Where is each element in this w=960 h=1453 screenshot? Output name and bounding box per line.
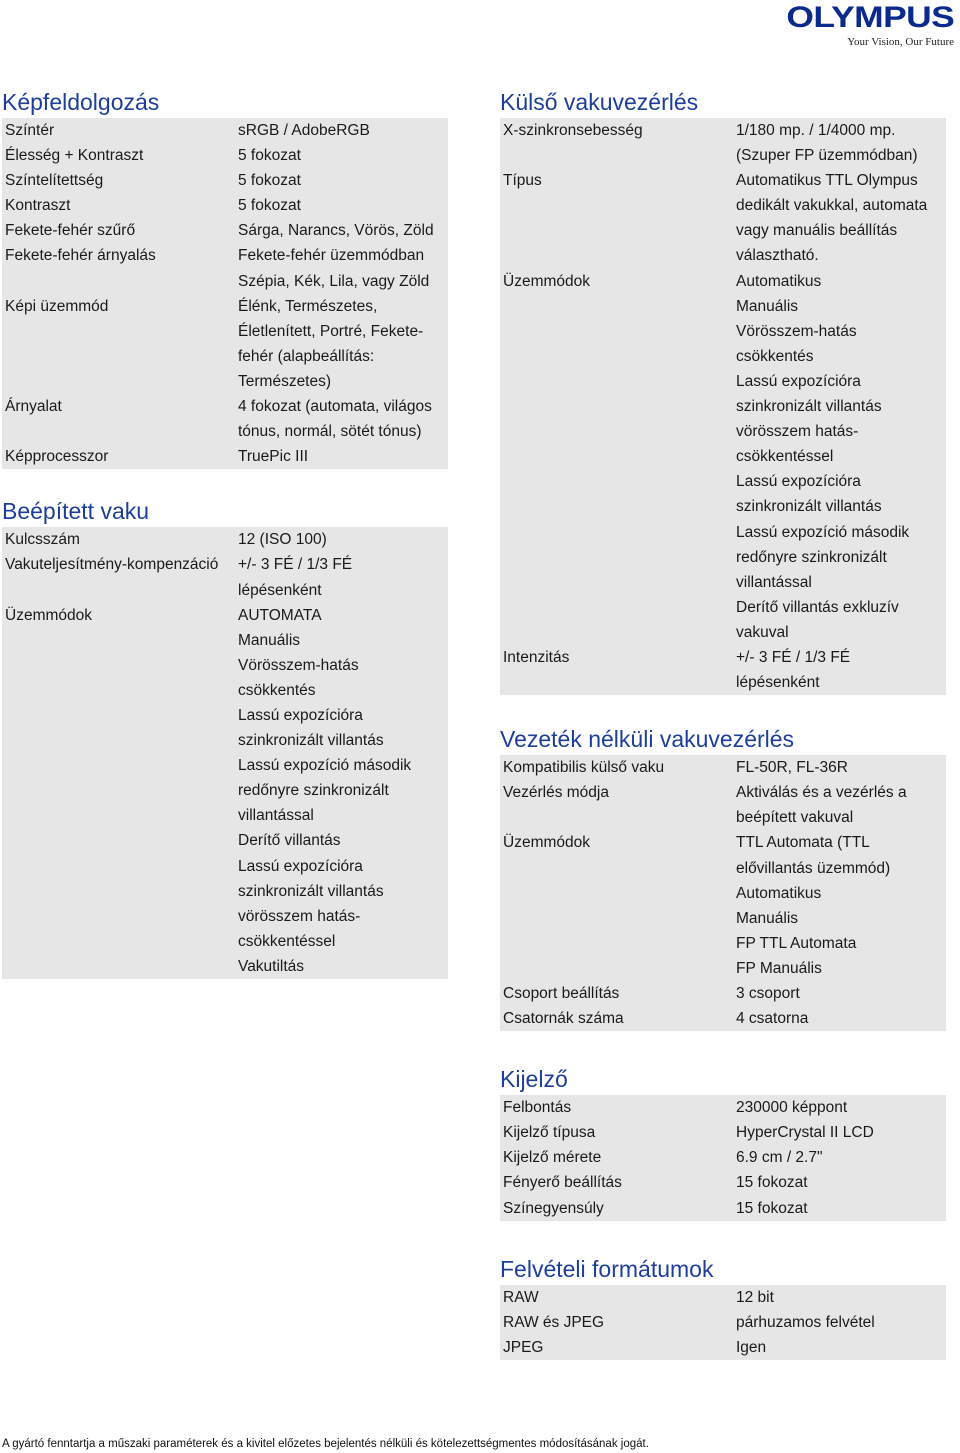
spec-value-line: 12 (ISO 100)	[238, 531, 327, 549]
spec-value-line: tónus, normál, sötét tónus)	[238, 423, 422, 441]
spec-value	[238, 193, 448, 218]
spec-table	[2, 118, 448, 469]
spec-label: Csatornák száma	[503, 1010, 624, 1028]
spec-value-line: szinkronizált villantás	[238, 882, 384, 900]
spec-value-line: Lassú expozícióra	[736, 372, 861, 390]
spec-value-line: AUTOMATA	[238, 606, 322, 624]
spec-value-line: vakuval	[736, 623, 789, 641]
spec-row	[2, 394, 448, 444]
spec-value	[736, 168, 946, 268]
spec-value	[736, 755, 946, 780]
spec-row	[2, 218, 448, 243]
spec-value	[238, 243, 448, 293]
spec-value-line: villantással	[736, 573, 812, 591]
spec-label: JPEG	[503, 1338, 544, 1356]
spec-value-line: Automatikus	[736, 272, 822, 290]
spec-value-line: Lassú expozícióra	[238, 857, 363, 875]
spec-row	[500, 1120, 946, 1145]
spec-value-line: dedikált vakukkal, automata	[736, 197, 928, 215]
spec-value	[736, 1196, 946, 1221]
spec-row	[2, 294, 448, 394]
spec-value	[736, 269, 946, 645]
spec-value-line: 5 fokozat	[238, 172, 301, 190]
right-column	[500, 88, 946, 1360]
spec-label: Fekete-fehér szűrő	[5, 222, 136, 240]
spec-row	[2, 603, 448, 979]
spec-label: Színegyensúly	[503, 1199, 604, 1217]
spec-value-line: lépésenként	[736, 674, 820, 692]
spec-row	[500, 1006, 946, 1031]
spec-value-line: 15 fokozat	[736, 1174, 808, 1192]
spec-label: Kulcsszám	[5, 531, 80, 549]
spec-label: Színtér	[5, 122, 55, 139]
spec-row	[500, 1335, 946, 1360]
spec-table	[2, 527, 448, 979]
spec-value	[736, 830, 946, 981]
section-kulso-vakuvezerles	[500, 88, 946, 695]
spec-value	[736, 1006, 946, 1031]
spec-value-line: redőnyre szinkronizált	[736, 548, 887, 566]
spec-value-line: Lassú expozícióra	[736, 473, 861, 491]
spec-value	[238, 527, 448, 552]
spec-label: X-szinkronsebesség	[503, 122, 643, 139]
spec-value-line: lépésenként	[238, 581, 322, 599]
spec-value-line: (Szuper FP üzemmódban)	[736, 147, 918, 165]
section-kijelzo	[500, 1065, 946, 1220]
spec-value-line: TTL Automata (TTL	[736, 834, 870, 852]
spec-value-line: szinkronizált villantás	[736, 498, 882, 516]
spec-value-line: Manuális	[736, 297, 799, 315]
spec-value	[736, 1120, 946, 1145]
spec-value-line: 12 bit	[736, 1288, 774, 1306]
spec-row	[2, 444, 448, 469]
spec-value	[238, 168, 448, 193]
spec-value	[238, 444, 448, 469]
spec-value	[238, 394, 448, 444]
spec-value-line: csökkentés	[238, 681, 316, 699]
spec-value-line: 230000 képpont	[736, 1099, 848, 1117]
spec-value-line: 6.9 cm / 2.7"	[736, 1149, 823, 1167]
spec-value-line: Igen	[736, 1338, 767, 1356]
spec-value-line: Életlenített, Portré, Fekete-	[238, 322, 424, 340]
spec-value-line: párhuzamos felvétel	[736, 1313, 875, 1331]
spec-value-line: elővillantás üzemmód)	[736, 859, 891, 877]
footer-disclaimer: A gyártó fenntartja a műszaki paraméterek és a kivitel előzetes bejelentés nélküli és kötelezettségmentes módosításának jogát.	[2, 1438, 649, 1450]
spec-label: Élesség + Kontraszt	[5, 147, 144, 165]
spec-value-line: Sárga, Narancs, Vörös, Zöld	[238, 222, 434, 240]
spec-row	[2, 243, 448, 293]
spec-value	[238, 552, 448, 602]
section-title: Kijelző	[500, 1066, 568, 1093]
spec-value	[736, 1285, 946, 1310]
spec-value-line: Vörösszem-hatás	[736, 322, 857, 340]
spec-value-line: redőnyre szinkronizált	[238, 782, 389, 800]
spec-value-line: villantással	[238, 807, 314, 825]
spec-row	[500, 780, 946, 830]
spec-value-line: 1/180 mp. / 1/4000 mp.	[736, 122, 896, 139]
spec-value	[736, 1170, 946, 1195]
spec-value-line: Automatikus	[736, 884, 822, 902]
spec-row	[500, 269, 946, 645]
spec-table	[500, 755, 946, 1031]
spec-label: Csoport beállítás	[503, 985, 620, 1002]
section-title: Képfeldolgozás	[2, 89, 160, 115]
spec-value-line: Aktiválás és a vezérlés a	[736, 784, 907, 802]
spec-label: Fekete-fehér árnyalás	[5, 247, 156, 265]
spec-value	[238, 603, 448, 979]
spec-value-line: sRGB / AdobeRGB	[238, 122, 370, 139]
spec-value	[736, 1335, 946, 1360]
section-title: Külső vakuvezérlés	[500, 89, 699, 115]
spec-value-line: 4 fokozat (automata, világos	[238, 398, 432, 416]
section-beepitett-vaku	[2, 497, 448, 979]
left-column	[2, 88, 448, 979]
spec-value	[736, 1095, 946, 1120]
spec-row	[500, 755, 946, 780]
spec-value-line: 3 csoport	[736, 985, 800, 1002]
spec-value	[238, 218, 448, 243]
spec-label: RAW és JPEG	[503, 1313, 605, 1331]
spec-value-line: Vakutiltás	[238, 957, 305, 975]
spec-table	[500, 118, 946, 695]
spec-label: Vezérlés módja	[503, 784, 609, 802]
spec-row	[500, 1285, 946, 1310]
spec-row	[500, 1170, 946, 1195]
spec-value-line: beépített vakuval	[736, 809, 854, 827]
spec-label: Vakuteljesítmény-kompenzáció	[5, 556, 219, 574]
spec-value-line: szinkronizált villantás	[736, 398, 882, 416]
spec-value	[238, 118, 448, 143]
spec-label: Kontraszt	[5, 197, 71, 215]
spec-table	[500, 1095, 946, 1220]
spec-value-line: Élénk, Természetes,	[238, 297, 378, 315]
logo-wordmark: OLYMPUS	[786, 1, 954, 34]
spec-value-line: Szépia, Kék, Lila, vagy Zöld	[238, 272, 430, 290]
spec-row	[500, 1145, 946, 1170]
spec-value	[736, 645, 946, 695]
spec-row	[500, 645, 946, 695]
spec-value	[736, 1310, 946, 1335]
spec-value	[736, 780, 946, 830]
spec-row	[500, 168, 946, 268]
spec-row	[2, 118, 448, 143]
spec-row	[500, 1310, 946, 1335]
spec-row	[2, 552, 448, 602]
spec-value	[238, 143, 448, 168]
spec-value-line: 5 fokozat	[238, 147, 301, 165]
spec-value-line: FP Manuális	[736, 959, 822, 977]
section-felveteli-formatumok	[500, 1255, 946, 1360]
spec-label: Felbontás	[503, 1099, 572, 1117]
spec-label: Színtelítettség	[5, 172, 104, 190]
spec-value	[736, 118, 946, 168]
spec-row	[500, 1095, 946, 1120]
spec-value-line: szinkronizált villantás	[238, 732, 384, 750]
spec-value-line: Manuális	[736, 909, 799, 927]
spec-label: Üzemmódok	[503, 272, 590, 290]
spec-value-line: csökkentés	[736, 347, 814, 365]
spec-value-line: csökkentéssel	[238, 932, 336, 950]
spec-value-line: vörösszem hatás-	[736, 423, 859, 441]
spec-value-line: Derítő villantás	[238, 832, 341, 850]
logo-tagline: Your Vision, Our Future	[847, 36, 954, 48]
spec-label: Képi üzemmód	[5, 297, 109, 315]
spec-value-line: vörösszem hatás-	[238, 907, 361, 925]
spec-row	[500, 118, 946, 168]
spec-row	[2, 143, 448, 168]
spec-label: Kijelző mérete	[503, 1149, 602, 1167]
spec-row	[2, 193, 448, 218]
section-title: Vezeték nélküli vakuvezérlés	[500, 726, 795, 753]
section-vezetek-nelkuli-vakuvezerles	[500, 725, 946, 1031]
spec-row	[500, 830, 946, 981]
spec-label: Intenzitás	[503, 648, 570, 666]
spec-label: Üzemmódok	[503, 834, 590, 852]
spec-table	[500, 1285, 946, 1360]
spec-row	[500, 981, 946, 1006]
spec-value-line: csökkentéssel	[736, 448, 834, 466]
spec-value	[736, 1145, 946, 1170]
olympus-logo	[788, 2, 954, 48]
spec-row	[500, 1196, 946, 1221]
spec-value-line: Lassú expozíció második	[736, 523, 910, 541]
spec-value-line: 15 fokozat	[736, 1199, 808, 1217]
section-kepfeldolgozas	[2, 88, 448, 469]
spec-label: Kompatibilis külső vaku	[503, 759, 665, 777]
spec-value-line: HyperCrystal II LCD	[736, 1124, 874, 1142]
spec-value-line: 5 fokozat	[238, 197, 301, 215]
section-title: Beépített vaku	[2, 498, 150, 525]
spec-value-line: fehér (alapbeállítás:	[238, 347, 375, 365]
spec-label: RAW	[503, 1288, 539, 1306]
spec-label: Képprocesszor	[5, 448, 109, 466]
spec-value-line: Lassú expozícióra	[238, 706, 363, 724]
spec-value-line: +/- 3 FÉ / 1/3 FÉ	[238, 556, 353, 574]
spec-value-line: FP TTL Automata	[736, 934, 857, 952]
spec-value-line: +/- 3 FÉ / 1/3 FÉ	[736, 648, 851, 666]
spec-label: Fényerő beállítás	[503, 1174, 622, 1192]
spec-value-line: vagy manuális beállítás	[736, 222, 898, 240]
spec-value-line: Derítő villantás exkluzív	[736, 598, 899, 616]
spec-value-line: FL-50R, FL-36R	[736, 759, 848, 777]
spec-value-line: TruePic III	[238, 448, 309, 466]
spec-row	[2, 527, 448, 552]
spec-label: Kijelző típusa	[503, 1124, 596, 1142]
spec-label: Típus	[503, 172, 542, 190]
spec-value-line: Lassú expozíció második	[238, 757, 412, 775]
spec-value-line: Fekete-fehér üzemmódban	[238, 247, 425, 265]
spec-label: Üzemmódok	[5, 606, 92, 624]
spec-value-line: választható.	[736, 247, 819, 265]
spec-value-line: Manuális	[238, 631, 301, 649]
spec-value	[238, 294, 448, 394]
spec-value-line: Természetes)	[238, 372, 332, 390]
spec-label: Árnyalat	[5, 398, 62, 416]
spec-value-line: 4 csatorna	[736, 1010, 809, 1028]
spec-value-line: Automatikus TTL Olympus	[736, 172, 918, 190]
spec-value	[736, 981, 946, 1006]
spec-row	[2, 168, 448, 193]
section-title: Felvételi formátumok	[500, 1255, 714, 1282]
spec-value-line: Vörösszem-hatás	[238, 656, 359, 674]
